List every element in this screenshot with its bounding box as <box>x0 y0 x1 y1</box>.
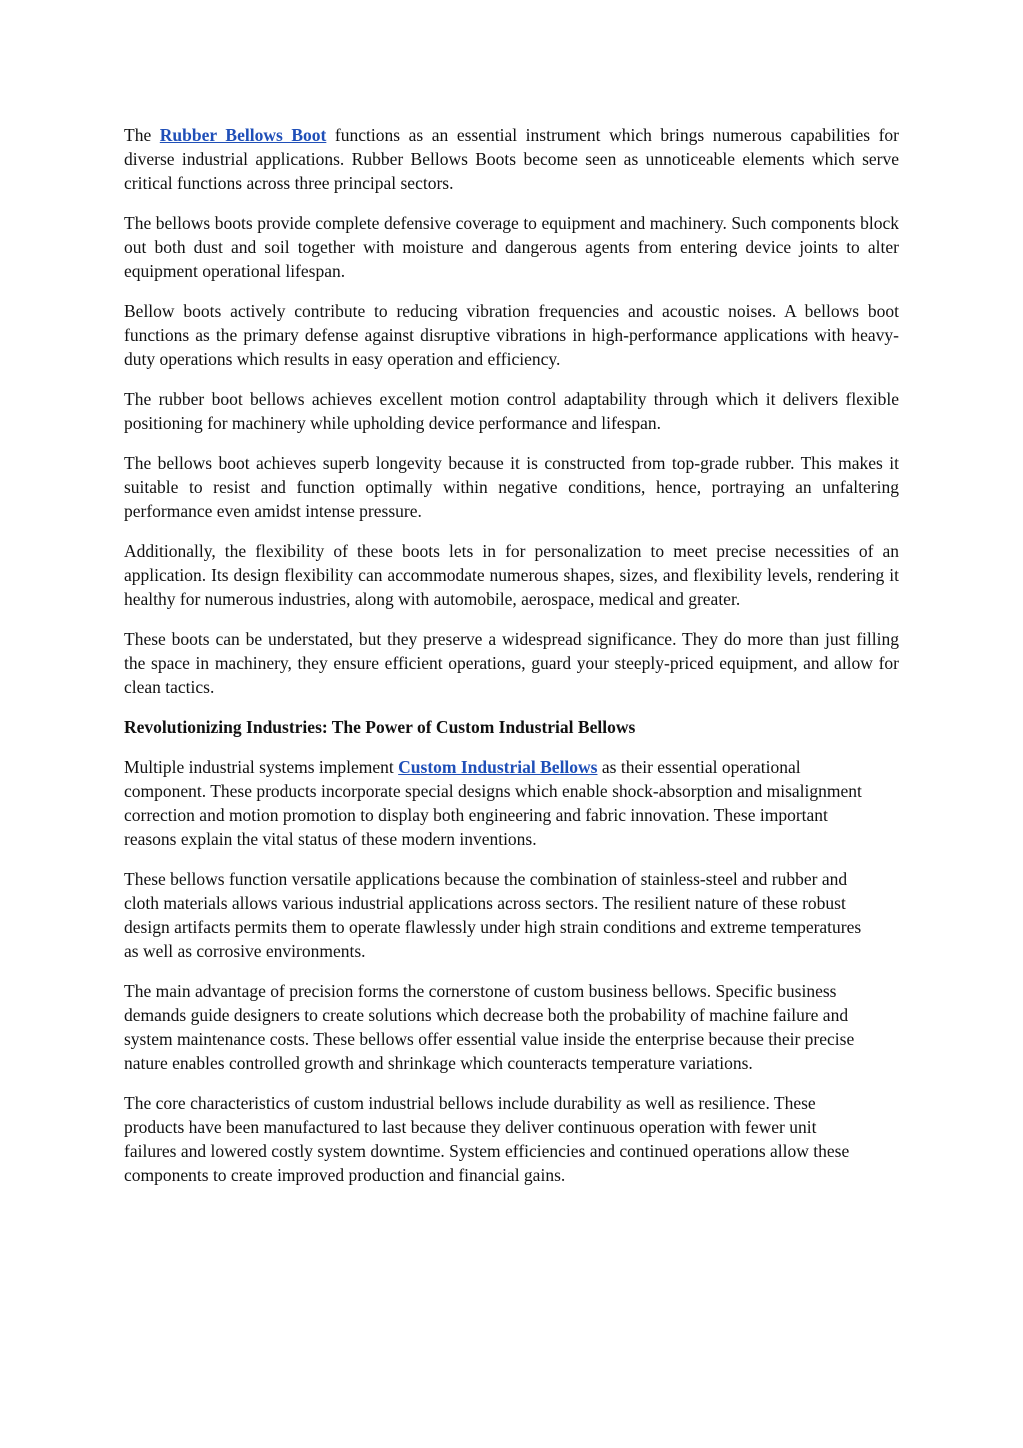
intro-paragraph <box>124 123 899 195</box>
paragraph-vibration: Bellow boots actively contribute to reducing vibration frequencies and acoustic noises. A bellows boot functions as the primary defense against disruptive vibrations in high-performance applications with heavy-duty operations which results in easy operation and efficiency. <box>124 301 899 369</box>
rubber-bellows-boot-link[interactable]: Rubber Bellows Boot <box>159 125 327 145</box>
custom-industrial-bellows-link[interactable]: Custom Industrial Bellows <box>398 757 598 777</box>
paragraph-protection: The bellows boots provide complete defensive coverage to equipment and machinery. Such components block out both dust and soil together with moisture and dangerous agents from entering device joints to alter equipment operational lifespan. <box>124 213 899 281</box>
section-heading: Revolutionizing Industries: The Power of Custom Industrial Bellows <box>124 717 636 737</box>
paragraph-longevity: The bellows boot achieves superb longevity because it is constructed from top-grade rubber. This makes it suitable to resist and function optimally within negative conditions, hence, portraying an unfaltering performance even amidst intense pressure. <box>124 453 899 521</box>
intro-text-before-link: The <box>124 125 160 145</box>
paragraph-precision: The main advantage of precision forms the cornerstone of custom business bellows. Specific business demands guide designers to create solutions which decrease both the probability of machine failure and system maintenance costs. These bellows offer essential value inside the enterprise because their precise nature enables controlled growth and shrinkage which counteracts temperature variations. <box>124 981 855 1073</box>
paragraph-durability: The core characteristics of custom industrial bellows include durability as well as resilience. These products have been manufactured to last because they deliver continuous operation with fewer unit failures and lowered costly system downtime. System efficiencies and continued operations allow these components to create improved production and financial gains. <box>124 1093 850 1185</box>
intro-text-after-link: functions as an essential instrument which brings numerous capabilities for diverse industrial applications. Rubber Bellows Boots become seen as unnoticeable elements which serve critical functions across three principal sectors. <box>124 125 899 193</box>
paragraph-motion-control: The rubber boot bellows achieves excellent motion control adaptability through which it delivers flexible positioning for machinery while upholding device performance and lifespan. <box>124 389 899 433</box>
paragraph-flexibility: Additionally, the flexibility of these boots lets in for personalization to meet precise necessities of an application. Its design flexibility can accommodate numerous shapes, sizes, and flexibility levels, rendering it healthy for numerous industries, along with automobile, aerospace, medical and greater. <box>124 541 899 609</box>
section2-text-after-link: as their essential operational component. These products incorporate special designs which enable shock-absorption and misalignment correction and motion promotion to display both engineering and fabric innovation. These important reasons explain the vital status of these modern inventions. <box>124 757 862 849</box>
section2-text-before-link: Multiple industrial systems implement <box>124 757 399 777</box>
paragraph-versatility: These bellows function versatile applications because the combination of stainless-steel and rubber and cloth materials allows various industrial applications across sectors. The resilient nature of these robust design artifacts permits them to operate flawlessly under high strain conditions and extreme temperatures as well as corrosive environments. <box>124 869 862 961</box>
document-body <box>124 123 899 1203</box>
paragraph-significance: These boots can be understated, but they preserve a widespread significance. They do more than just filling the space in machinery, they ensure efficient operations, guard your steeply-priced equipment, and allow for clean tactics. <box>124 629 899 697</box>
section2-intro-paragraph <box>124 755 899 851</box>
